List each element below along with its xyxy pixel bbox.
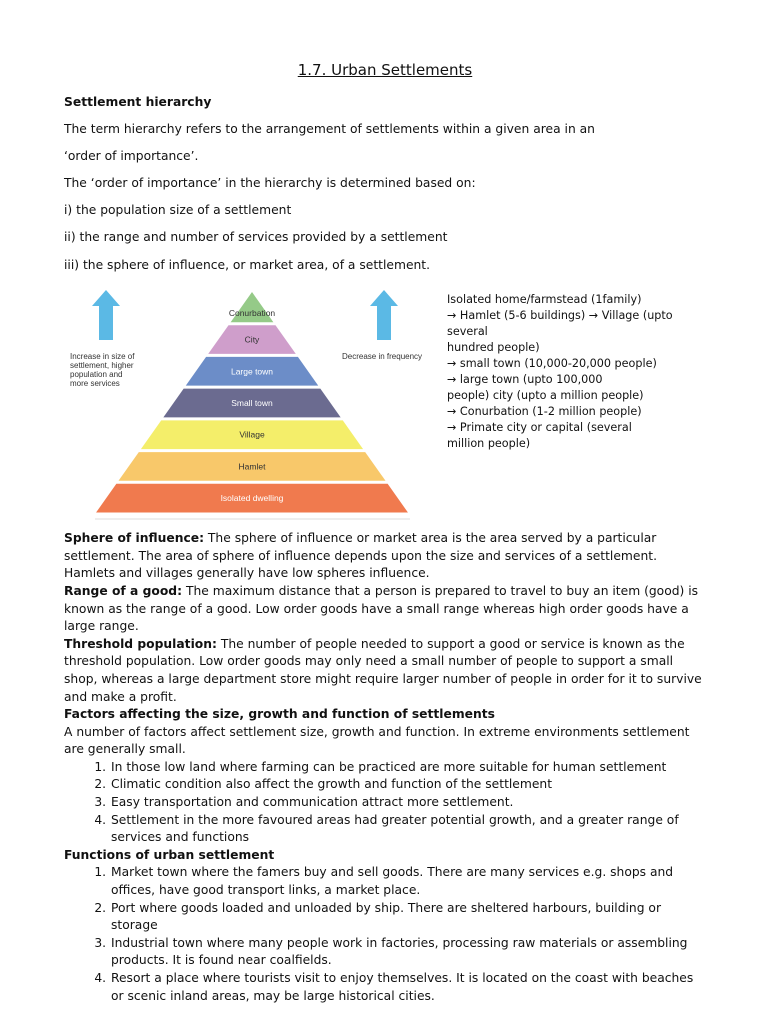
list-item: 1. In those low land where farming can be practiced are more suitable for human settlement bbox=[110, 759, 706, 777]
left-label-line: Increase in size of bbox=[70, 352, 135, 362]
pyramid-level-label: Isolated dwelling bbox=[220, 493, 284, 504]
definition-term: Threshold population: bbox=[64, 636, 217, 651]
pyramid-level-label: Large town bbox=[230, 366, 274, 377]
left-label-line: settlement, higher bbox=[70, 361, 134, 371]
intro-line: The term hierarchy refers to the arrangement of settlements within a given area in an bbox=[64, 122, 595, 137]
list-item: 1. Market town where the famers buy and sell goods. There are many services e.g. shops and offices, have good transport links, a market place. bbox=[110, 864, 706, 899]
definition-sphere bbox=[64, 530, 706, 583]
sequence-line: → Primate city or capital (several bbox=[447, 421, 632, 435]
list-item: 2. Port where goods loaded and unloaded by ship. There are sheltered harbours, building or storage bbox=[110, 900, 706, 935]
up-arrow-left-icon bbox=[92, 290, 120, 340]
intro-line: ii) the range and number of services provided by a settlement bbox=[64, 230, 448, 245]
intro-line: ‘order of importance’. bbox=[64, 149, 199, 164]
list-item: 4. Resort a place where tourists visit to enjoy themselves. It is located on the coast with beaches or scenic inland areas, may be large historical cities. bbox=[110, 970, 706, 1005]
list-item: 4. Settlement in the more favoured areas had greater potential growth, and a greater range of services and functions bbox=[110, 812, 706, 847]
definition-threshold bbox=[64, 636, 706, 706]
up-arrow-right-icon bbox=[370, 290, 398, 340]
pyramid-level-label: Small town bbox=[231, 398, 273, 409]
pyramid-level-label: Conurbation bbox=[228, 308, 276, 319]
definition-text: The maximum distance that a person is prepared to travel to buy an item (good) is known as the range of a good. Low order goods have a small range whereas high order goods have a large range. bbox=[64, 583, 699, 634]
sequence-line: → small town (10,000-20,000 people) bbox=[447, 357, 657, 371]
list-item: 3. Industrial town where many people work in factories, processing raw materials or assembling products. It is found near coalfields. bbox=[110, 935, 706, 970]
list-item: 3. Easy transportation and communication attract more settlement. bbox=[110, 794, 706, 812]
factors-list bbox=[64, 759, 706, 847]
pyramid-level-label: Hamlet bbox=[238, 461, 266, 472]
left-label-line: more services bbox=[70, 379, 120, 389]
intro-line: i) the population size of a settlement bbox=[64, 203, 292, 218]
hierarchy-heading: Settlement hierarchy bbox=[64, 95, 212, 109]
pyramid-level-label: Village bbox=[239, 429, 265, 440]
sequence-line: → Conurbation (1-2 million people) bbox=[447, 405, 642, 419]
definition-text: The sphere of influence or market area is the area served by a particular settlement. The area of sphere of influence depends upon the size and services of a settlement. Hamlets and villages generally have low spheres influence. bbox=[64, 531, 657, 581]
document-page bbox=[64, 60, 706, 1005]
pyramid-level-label: City bbox=[244, 334, 260, 345]
pyramid-layers bbox=[96, 292, 408, 513]
intro-line: The ‘order of importance’ in the hierarchy is determined based on: bbox=[64, 176, 476, 191]
left-label-line: population and bbox=[70, 370, 123, 380]
definition-term: Range of a good: bbox=[64, 583, 183, 598]
intro-line: iii) the sphere of influence, or market area, of a settlement. bbox=[64, 257, 431, 272]
settlement-hierarchy-figure bbox=[64, 290, 706, 526]
sequence-line: people) city (upto a million people) bbox=[447, 389, 644, 403]
functions-list bbox=[64, 864, 706, 1005]
settlement-sequence-text bbox=[447, 292, 712, 452]
sequence-line: million people) bbox=[447, 437, 531, 451]
sequence-line: Isolated home/farmstead (1family) bbox=[447, 293, 642, 307]
up-arrow-icon bbox=[370, 290, 398, 340]
settlement-pyramid-diagram bbox=[70, 290, 442, 526]
definition-term: Sphere of influence: bbox=[64, 531, 204, 546]
right-label: Decrease in frequency bbox=[342, 352, 423, 362]
page-title: 1.7. Urban Settlements bbox=[297, 61, 473, 79]
definition-text: The number of people needed to support a good or service is known as the threshold population. Low order goods may only need a small number of people to support a small shop, whereas a large department store might require larger number of people in order for it to survive and make a profit. bbox=[64, 636, 702, 704]
sequence-line: → large town (upto 100,000 bbox=[447, 373, 603, 387]
intro-text bbox=[64, 121, 706, 274]
definition-range bbox=[64, 583, 706, 636]
factors-intro: A number of factors affect settlement size, growth and function. In extreme environments settlement are generally small. bbox=[64, 724, 690, 757]
sequence-line: hundred people) bbox=[447, 341, 540, 355]
list-item: 2. Climatic condition also affect the growth and function of the settlement bbox=[110, 776, 706, 794]
up-arrow-icon bbox=[92, 290, 120, 340]
functions-heading: Functions of urban settlement bbox=[64, 847, 275, 862]
factors-heading: Factors affecting the size, growth and function of settlements bbox=[64, 707, 495, 722]
sequence-line: → Hamlet (5-6 buildings) → Village (upto several bbox=[447, 309, 673, 339]
